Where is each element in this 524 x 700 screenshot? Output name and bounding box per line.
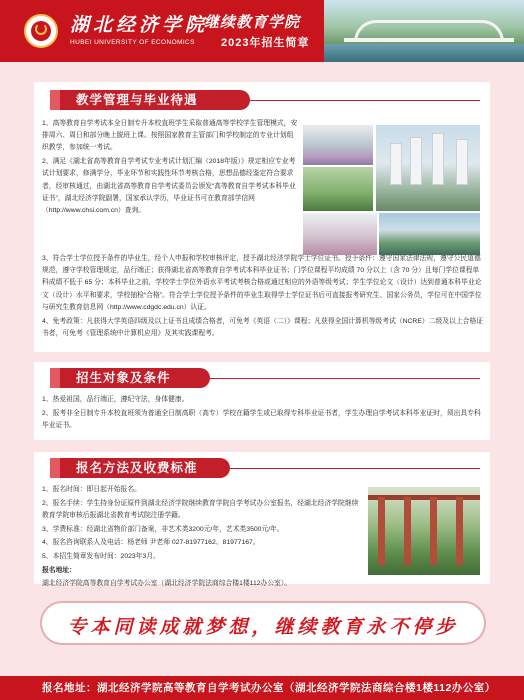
paragraph: 4、免考政策：凡获得大学英语四级及以上证书且成绩合格者，可免考《英语（二）》课程；凡获得全国计算机等级考试（NCRE）二级及以上合格证书者，可免考《管理系统中计算机应用》及其实践课程考。	[42, 317, 484, 337]
section-eligibility-text	[42, 394, 484, 434]
section-title-eligibility: 招生对象及条件	[60, 368, 210, 388]
paragraph: 3、学费标准：经湖北省物价部门备案，非艺术类3200元/年，艺术类3500元/年。	[42, 525, 284, 533]
paragraph: 2、满足《湖北省高等教育自学考试专业考试计划汇编（2018年版）》规定相应专业考试计划要求，修满学分，毕业环节和实践性环节考核合格，思想品德经鉴定符合要求者，经审核通过，由湖北省高等教育自学考试委员会颁发“高等教育自学考试本科毕业证书”，湖北经济学院副署，国家承认学历，毕业证书可在教育部学信网（http://www.chsi.com.cn）查询。	[42, 158, 296, 214]
section-teaching-text-bottom	[42, 253, 484, 341]
campus-photo	[303, 167, 373, 211]
campus-towers-photo	[376, 125, 480, 211]
address-label: 报名地址：	[42, 566, 76, 574]
corridor-photo	[368, 487, 480, 575]
paragraph: 1、高等教育自学考试本全日制专升本校直班学生采取普通高等学校学生管理模式，安排周六、周日和部分晚上脱班上课。按照国家教育主管部门和学校制定的专业计划组织教学，参加统一考试。	[42, 120, 298, 152]
paragraph: 1、报名时间：即日起开始报名。	[42, 486, 141, 493]
paragraph: 2、报名手续：学生持身份证原件到湖北经济学院继续教育学院自学考试办公室报名，经湖北经济学院继续教育学院审核后报湖北省教育考试院注册学籍。	[42, 499, 359, 519]
college-title: 继续教育学院	[204, 13, 301, 31]
paragraph: 2、报考非全日制专升本校直班须为普通全日制高职（高专）学校在籍学生或已取得专科毕业证书者，学生办理自学考试本科毕业证时，须出具专科毕业证书。	[42, 409, 481, 429]
address-text: 湖北经济学院高等教育自学考试办公室（湖北经济学院法商综合楼1楼112办公室）。	[42, 580, 292, 588]
campus-photo	[303, 125, 373, 165]
paragraph: 3、符合学士学位授予条件的毕业生，经个人申报和学校审核评定，授予湖北经济学院学士学位证书。授予条件：遵守国家法律法规，遵守公民道德规范，遵守学校管理规定，品行端正；获得湖北省高等教育自学考试本科毕业证书；门学位课程平均成绩 70 分以上（含 70 分）且每门学位课程单科成绩不低于 65 分；本科毕业之前，学校学士学位外语水平考试考核合格或通过相应的外语等级考试；学生学位论文（设计）达到普通本科毕业论文（设计）水平和要求，学校抽检“合格”。符合学士学位授予条件的毕业生取得学士学位证书后可直接报考研究生、国家公务员，学位可在中国学位与研究生教育信息网（http://www.cdgdc.edu.cn）认证。	[42, 255, 482, 311]
slogan-text: 专本同读成就梦想，继续教育永不停步	[67, 616, 459, 638]
section-divider	[250, 100, 480, 101]
section-teaching-text-top	[42, 118, 298, 219]
section-title-enrollment: 报名方法及收费标准	[60, 458, 230, 478]
section-enrollment-text	[42, 484, 362, 592]
university-name-cn: 湖北经济学院	[70, 14, 209, 36]
paragraph: 5、本招生简章发布时间：2023年3月。	[42, 553, 160, 561]
campus-photo	[303, 213, 377, 255]
section-divider	[230, 468, 480, 469]
campus-bridge-photo	[324, 0, 524, 62]
footer-address: 报名地址：湖北经济学院高等教育自学考试办公室（湖北经济学院法商综合楼1楼112办公室）	[0, 676, 524, 700]
section-divider	[210, 378, 480, 379]
campus-lake-photo	[379, 213, 480, 255]
brochure-subtitle: 2023年招生简章	[221, 37, 310, 49]
university-logo	[24, 14, 58, 48]
header-banner	[0, 0, 524, 62]
paragraph: 4、报名咨询联系人及电话：杨老师 尹老师 027-81977162、81977167。	[42, 539, 260, 547]
university-name-en: HUBEI UNIVERSITY OF ECONOMICS	[70, 39, 195, 46]
slogan-banner	[40, 601, 486, 645]
section-title-teaching: 教学管理与毕业待遇	[60, 90, 250, 110]
paragraph: 1、热爱祖国，品行端正，遵纪守法，身体健康。	[42, 396, 189, 403]
